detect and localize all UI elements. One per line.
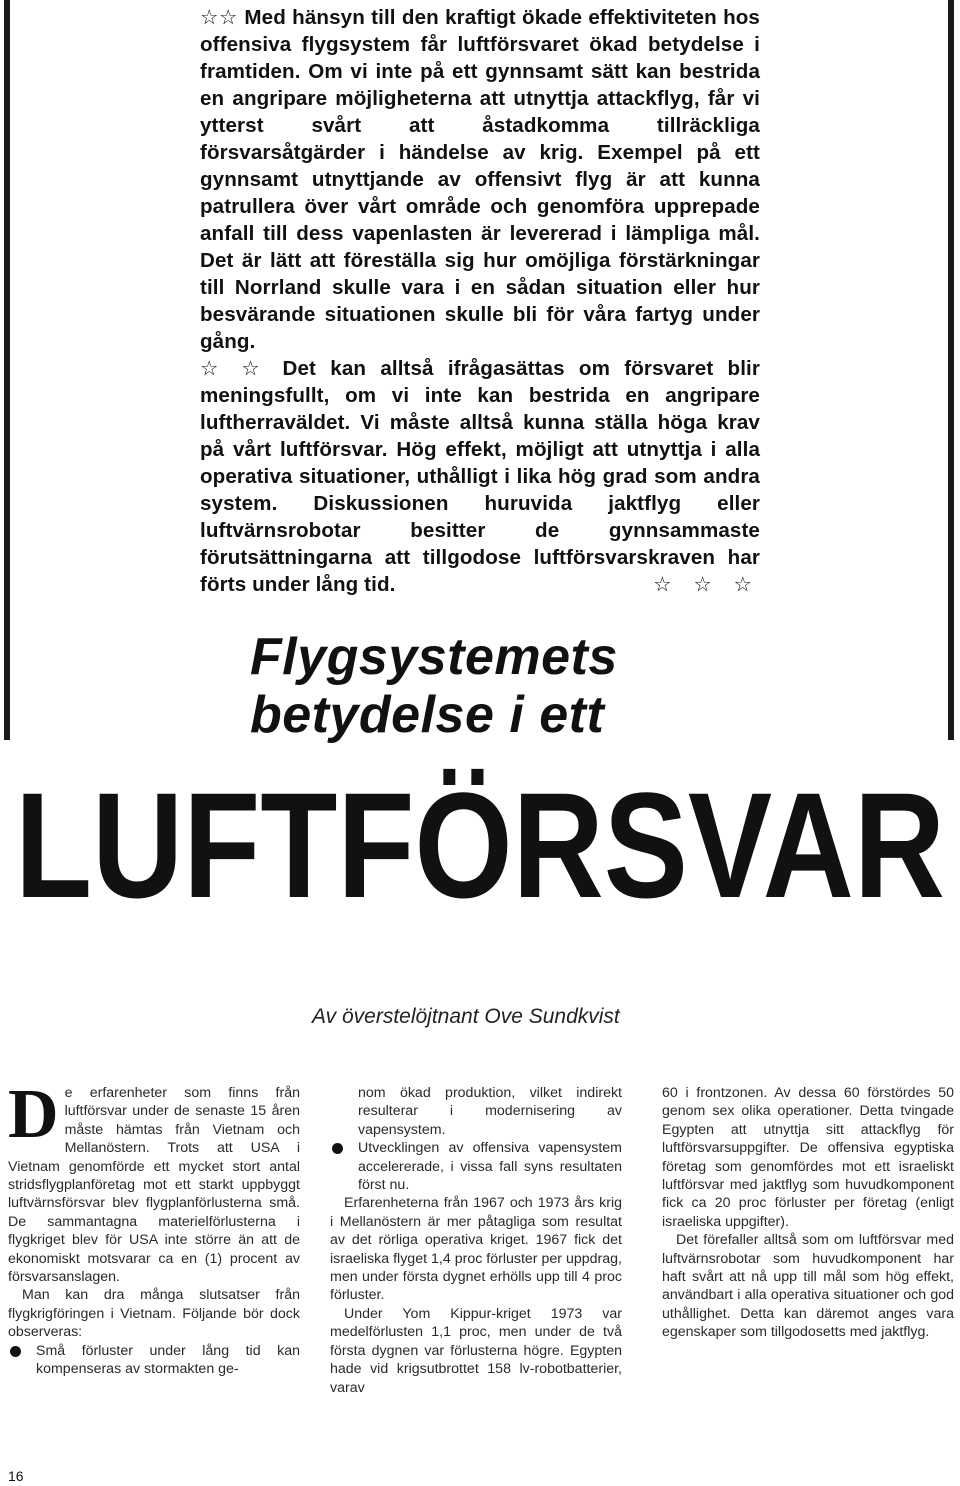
- col3-paragraph-1: 60 i frontzonen. Av dessa 60 förstördes 50 genom sex olika operationer. Detta tvingade Egypten att utnyttja sitt attackflyg för luftförsvarsuppgifter. De offensiva egyptiska företag som genomfördes mot ett israeliskt luftförsvar med jaktflyg som huvudkomponent fick ca 20 proc förluster per företag (enligt israeliska uppgifter).: [662, 1085, 954, 1230]
- article-column-3: [662, 1084, 954, 1342]
- article-column-1: [8, 1076, 300, 1379]
- intro-paragraph-1: ☆☆ Med hänsyn till den kraftigt ökade effektiviteten hos offensiva flygsystem får luftförsvaret ökad betydelse i framtiden. Om vi inte på ett gynnsamt sätt kan bestrida en angripare möjligheterna att utnyttja attackflyg, får vi ytterst svårt att åstadkomma tillräckliga försvarsåtgärder i händelse av krig. Exempel på ett gynnsamt utnyttjande av offensivt flyg är att kunna patrullera över vårt område och genomföra upprepade anfall till dess vapenlasten är levererad i lämpliga mål. Det är lätt att föreställa sig hur omöjliga förstärkningar till Norrland skulle vara i en sådan situation eller hur besvärande situationen skulle bli för våra fartyg under gång.: [200, 6, 760, 353]
- byline: Av överstelöjtnant Ove Sundkvist: [312, 1005, 620, 1028]
- intro-paragraph-2-text: ☆ ☆ Det kan alltså ifrågasättas om försvaret blir meningsfullt, om vi inte kan bestrida en angripare luftherraväldet. Vi måste alltså kunna ställa höga krav på vårt luftförsvar. Hög effekt, möjligt att utnyttja i alla operativa situationer, uthålligt i lika hög grad som andra system. Diskussionen huruvida jaktflyg eller luftvärnsrobotar besitter de gynnsammaste förutsättningarna att tillgodose luftförsvarskraven har förts under lång tid.: [200, 357, 760, 596]
- big-title-svg: [0, 755, 960, 905]
- col2-bullet-2-text: Utvecklingen av offensiva vapensystem accelererade, i vissa fall syns resultaten först nu.: [358, 1140, 622, 1194]
- col3-paragraph-2: Det förefaller alltså som om luftförsvar med luftvärnsrobotar som huvudkomponent har haft svårt att nå upp till mål som hög effekt, användbart i alla operativa situationer och god uthållighet. Detta kan däremot anges vara egenskaper som tillgodosetts med jaktflyg.: [662, 1232, 954, 1341]
- col1-paragraph-1: e erfarenheter som finns från luftförsvar under de senaste 15 åren måste hämtas från Vietnam och Mellanöstern. Trots att USA i Vietnam genomförde ett mycket stort antal stridsflygplanföretag mot ett starkt uppbyggt luftvärnsförsvar blev flygplanförlusterna små. De sammantagna materielförlusterna i flygkriget blev för USA inte större än att de ekonomiskt motsvarar ca en (1) procent av försvarsanslagen.: [8, 1085, 300, 1286]
- intro-paragraph-2: [200, 355, 760, 598]
- page-number: 16: [8, 1468, 24, 1484]
- drop-cap: D: [8, 1076, 59, 1153]
- col2-paragraph-2: Erfarenheterna från 1967 och 1973 års krig i Mellanöstern är mer påtagliga som resultat av det rörliga operativa kriget. 1967 fick det israeliska flyget 1,4 proc förluster per uppdrag, men under första dygnet erhölls upp till 4 proc förluster.: [330, 1195, 622, 1304]
- bullet-dot-icon: [332, 1143, 343, 1154]
- col1-bullet-1: [8, 1342, 300, 1379]
- headline: [250, 628, 618, 744]
- big-title-text: LUFTFÖRSVAR: [15, 761, 945, 905]
- left-margin-rule: [4, 0, 10, 740]
- headline-line-1: Flygsystemets: [250, 628, 618, 686]
- right-margin-rule: [948, 0, 954, 740]
- col2-paragraph-1: nom ökad produktion, vilket indirekt resulterar i modernisering av vapensystem.: [358, 1085, 622, 1138]
- intro-section: [200, 4, 760, 598]
- col2-paragraph-3: Under Yom Kippur-kriget 1973 var medelförlusten 1,1 proc, men under de två första dygnen var förlusterna högre. Egypten hade vid krigsutbrottet 158 lv-robotbatterier, varav: [330, 1305, 622, 1396]
- col1-bullet-1-text: Små förluster under lång tid kan kompenseras av stormakten ge-: [36, 1342, 300, 1378]
- headline-line-2: betydelse i ett: [250, 686, 605, 744]
- col2-bullet-2: [330, 1139, 622, 1194]
- bullet-dot-icon: [10, 1346, 21, 1357]
- article-column-2: [330, 1084, 622, 1397]
- col1-paragraph-2: Man kan dra många slutsatser från flygkrigföringen i Vietnam. Följande bör dock observeras:: [8, 1287, 300, 1341]
- big-title: [0, 755, 960, 905]
- end-stars: ☆ ☆ ☆: [653, 573, 760, 596]
